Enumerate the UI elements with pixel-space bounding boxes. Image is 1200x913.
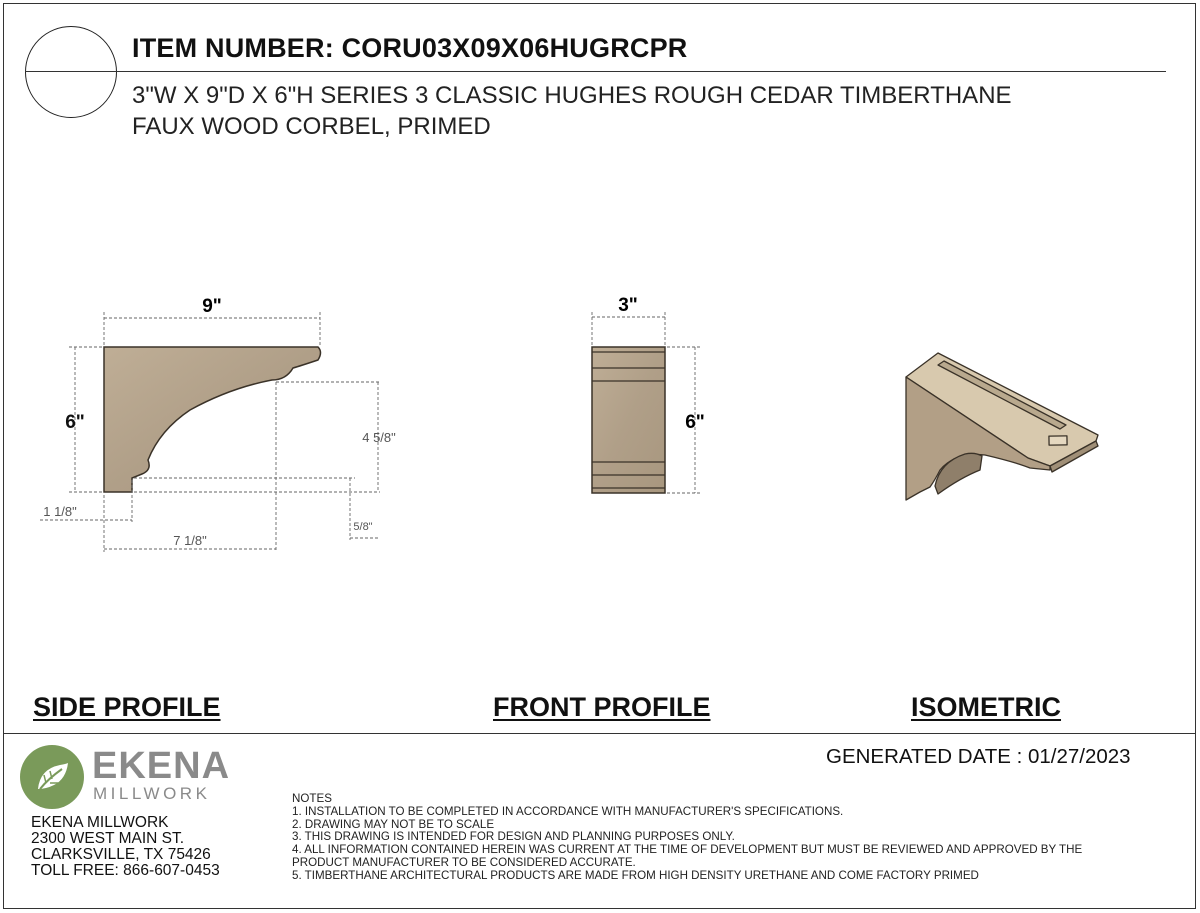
notes-block [292, 793, 1082, 883]
notes-heading: NOTES [292, 792, 332, 805]
isometric-drawing [906, 353, 1098, 500]
note-4: 4. ALL INFORMATION CONTAINED HEREIN WAS CURRENT AT THE TIME OF DEVELOPMENT BUT MUST BE REVIEWED AND APPROVED BY THE [292, 843, 1083, 857]
curve-run-label: 7 1/8" [173, 533, 207, 548]
ekena-leaf-logo-icon [20, 745, 84, 809]
side-profile-body [104, 347, 321, 492]
isometric-label: ISOMETRIC [911, 692, 1062, 722]
description-line-2: FAUX WOOD CORBEL, PRIMED [132, 113, 491, 140]
front-profile-label: FRONT PROFILE [493, 692, 711, 722]
item-number: ITEM NUMBER: CORU03X09X06HUGRCPR [132, 33, 688, 63]
isometric-notch [1049, 436, 1067, 445]
brand-subtitle: MILLWORK [93, 784, 211, 803]
company-street: 2300 WEST MAIN ST. [31, 830, 185, 847]
inner-height-label: 4 5/8" [362, 430, 396, 445]
company-phone: TOLL FREE: 866-607-0453 [31, 862, 220, 879]
footer-rule [3, 733, 1196, 734]
front-width-label: 3" [618, 295, 638, 316]
front-profile-drawing [592, 295, 705, 493]
brand-name: EKENA [92, 745, 231, 787]
note-2: 2. DRAWING MAY NOT BE TO SCALE [292, 817, 495, 831]
side-profile-label: SIDE PROFILE [33, 692, 221, 722]
side-profile-drawing [40, 296, 396, 552]
company-city: CLARKSVILLE, TX 75426 [31, 846, 211, 863]
note-3: 3. THIS DRAWING IS INTENDED FOR DESIGN AND PLANNING PURPOSES ONLY. [292, 830, 735, 844]
front-profile-body [592, 347, 665, 493]
note-1: 1. INSTALLATION TO BE COMPLETED IN ACCORDANCE WITH MANUFACTURER'S SPECIFICATIONS. [292, 804, 844, 818]
side-height-label: 6" [65, 412, 85, 433]
company-address [31, 815, 220, 879]
generated-date: GENERATED DATE : 01/27/2023 [826, 745, 1131, 768]
company-name: EKENA MILLWORK [31, 814, 169, 831]
step-height-label: 5/8" [353, 521, 373, 533]
front-height-label: 6" [685, 412, 705, 433]
description-line-1: 3"W X 9"D X 6"H SERIES 3 CLASSIC HUGHES ROUGH CEDAR TIMBERTHANE [132, 82, 1012, 109]
note-4-continued: PRODUCT MANUFACTURER TO BE CONSIDERED ACCURATE. [292, 855, 636, 869]
side-width-label: 9" [202, 296, 222, 317]
note-5: 5. TIMBERTHANE ARCHITECTURAL PRODUCTS ARE MADE FROM HIGH DENSITY URETHANE AND COME FACTORY PRIMED [292, 868, 979, 882]
step-offset-label: 1 1/8" [43, 504, 77, 519]
